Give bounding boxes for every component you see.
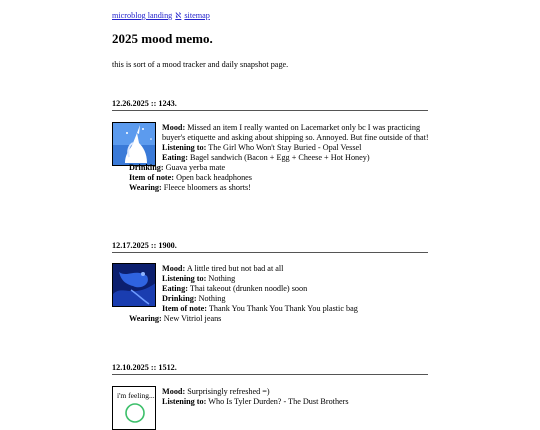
listening-field: Listening to: The Girl Who Won't Stay Buried - Opal Vessel — [162, 143, 362, 152]
mood-field: Mood: A little tired but not bad at all — [162, 264, 284, 273]
drinking-field: Drinking: Nothing — [162, 294, 226, 303]
entry-details — [162, 387, 430, 407]
eating-field: Eating: Thai takeout (drunken noodle) soon — [162, 284, 308, 293]
listening-field: Listening to: Nothing — [162, 274, 236, 283]
entry-thumbnail[interactable] — [112, 386, 156, 430]
unicorn-image — [113, 123, 156, 166]
entry-thumbnail[interactable] — [112, 122, 156, 166]
page-title: 2025 mood memo. — [112, 31, 213, 46]
wearing-field: Wearing: Fleece bloomers as shorts! — [129, 183, 251, 192]
sitemap-link[interactable]: sitemap — [184, 11, 210, 20]
mood-field: Mood: Missed an item I really wanted on Lacemarket only bc I was practicing buyer's etiquette and asking about shipping so. Annoyed. But fine outside of that! — [162, 123, 429, 142]
item-of-note-field: Item of note: Open back headphones — [129, 173, 252, 182]
eating-field: Eating: Bagel sandwich (Bacon + Egg + Cheese + Hot Honey) — [162, 153, 370, 162]
microblog-landing-link[interactable]: microblog landing — [112, 11, 173, 20]
top-nav — [112, 11, 210, 21]
entry-thumbnail[interactable] — [112, 263, 156, 307]
entry-heading: 12.10.2025 :: 1512. — [112, 363, 428, 375]
mood-field: Mood: Surprisingly refreshed =) — [162, 387, 270, 396]
im-feeling-image — [113, 387, 156, 430]
entry-heading: 12.17.2025 :: 1900. — [112, 241, 428, 253]
blue-artwork-image — [113, 264, 156, 307]
entry-details — [129, 123, 430, 193]
item-of-note-field: Item of note: Thank You Thank You Thank You plastic bag — [162, 304, 358, 313]
entry-details — [129, 264, 430, 324]
nav-separator: ℵ — [175, 11, 182, 20]
entry-heading: 12.26.2025 :: 1243. — [112, 99, 428, 111]
drinking-field: Drinking: Guava yerba mate — [129, 163, 226, 172]
intro-text: this is sort of a mood tracker and daily snapshot page. — [112, 60, 289, 69]
wearing-field: Wearing: New Vitriol jeans — [129, 314, 222, 323]
listening-field: Listening to: Who Is Tyler Durden? - The Dust Brothers — [162, 397, 349, 406]
svg-text:i'm feeling...: i'm feeling... — [117, 391, 155, 400]
